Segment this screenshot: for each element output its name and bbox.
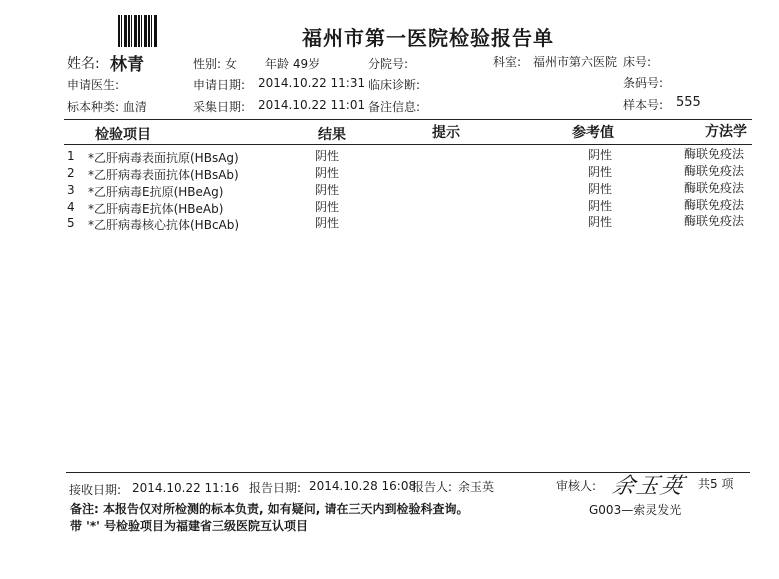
row-item: *乙肝病毒核心抗体(HBcAb) xyxy=(88,218,240,232)
receive-label: 接收日期: xyxy=(69,483,122,497)
branch-label: 分院号: xyxy=(368,57,409,71)
row-ref: 阴性 xyxy=(588,148,613,162)
sample-no-value: 555 xyxy=(676,95,701,110)
table-header-rule xyxy=(64,144,752,145)
row-number: 3 xyxy=(67,183,75,197)
remark-label: 备注信息: xyxy=(368,100,421,114)
age-field: 年龄 49岁 xyxy=(265,57,321,71)
barcode-label: 条码号: xyxy=(623,76,664,90)
row-number: 1 xyxy=(67,149,75,163)
row-item: *乙肝病毒表面抗体(HBsAb) xyxy=(88,168,239,182)
report-date-label: 报告日期: xyxy=(249,481,302,495)
row-method: 酶联免疫法 xyxy=(684,147,745,161)
dept-label: 科室: xyxy=(493,55,522,69)
sample-type: 标本种类: 血清 xyxy=(67,100,147,114)
row-item: *乙肝病毒E抗原(HBeAg) xyxy=(88,185,224,199)
row-result: 阴性 xyxy=(315,183,340,197)
col-header-ref: 参考值 xyxy=(572,125,614,141)
reporter-label: 报告人: xyxy=(412,480,453,494)
row-ref: 阴性 xyxy=(588,182,613,196)
dept-value: 福州市第六医院 xyxy=(533,55,618,69)
row-ref: 阴性 xyxy=(588,199,613,213)
row-method: 酶联免疫法 xyxy=(684,164,745,178)
row-method: 酶联免疫法 xyxy=(684,198,745,212)
col-header-result: 结果 xyxy=(318,127,346,143)
gender-field: 性别: 女 xyxy=(193,57,237,71)
diagnosis-label: 临床诊断: xyxy=(368,78,421,92)
col-header-item: 检验项目 xyxy=(95,127,151,143)
row-number: 5 xyxy=(67,216,75,230)
footer-note-1: 备注: 本报告仅对所检测的标本负责, 如有疑问, 请在三天内到检验科查询。 xyxy=(70,502,469,516)
apply-date-value: 2014.10.22 11:31 xyxy=(258,76,366,90)
reviewer-label: 审核人: xyxy=(556,479,597,493)
instrument-code: G003—索灵发光 xyxy=(589,503,682,517)
row-item: *乙肝病毒E抗体(HBeAb) xyxy=(88,202,224,216)
table-top-rule xyxy=(64,119,752,120)
row-result: 阴性 xyxy=(315,166,340,180)
row-item: *乙肝病毒表面抗原(HBsAg) xyxy=(88,151,239,165)
reporter-value: 余玉英 xyxy=(458,480,495,494)
doctor-label: 申请医生: xyxy=(67,78,120,92)
reviewer-signature: 余玉英 xyxy=(609,474,688,499)
row-method: 酶联免疫法 xyxy=(684,181,745,195)
sample-no-label: 样本号: xyxy=(623,98,664,112)
row-result: 阴性 xyxy=(315,200,340,214)
apply-date-label: 申请日期: xyxy=(193,78,246,92)
col-header-hint: 提示 xyxy=(432,125,460,141)
row-result: 阴性 xyxy=(315,216,340,230)
footer-note-2: 带 '*' 号检验项目为福建省三级医院互认项目 xyxy=(70,519,308,533)
barcode-image xyxy=(118,15,158,47)
collect-date-value: 2014.10.22 11:01 xyxy=(258,98,366,112)
item-total: 共5 项 xyxy=(698,477,734,491)
row-method: 酶联免疫法 xyxy=(684,214,745,228)
collect-date-label: 采集日期: xyxy=(193,100,246,114)
row-ref: 阴性 xyxy=(588,215,613,229)
bed-label: 床号: xyxy=(623,55,652,69)
row-ref: 阴性 xyxy=(588,165,613,179)
report-date-value: 2014.10.28 16:08 xyxy=(309,479,417,493)
row-number: 2 xyxy=(67,166,75,180)
patient-name: 林青 xyxy=(110,55,144,75)
receive-value: 2014.10.22 11:16 xyxy=(132,481,240,495)
name-label: 姓名: xyxy=(67,56,100,72)
col-header-method: 方法学 xyxy=(705,124,747,140)
row-number: 4 xyxy=(67,200,75,214)
row-result: 阴性 xyxy=(315,149,340,163)
report-title: 福州市第一医院检验报告单 xyxy=(302,26,554,50)
